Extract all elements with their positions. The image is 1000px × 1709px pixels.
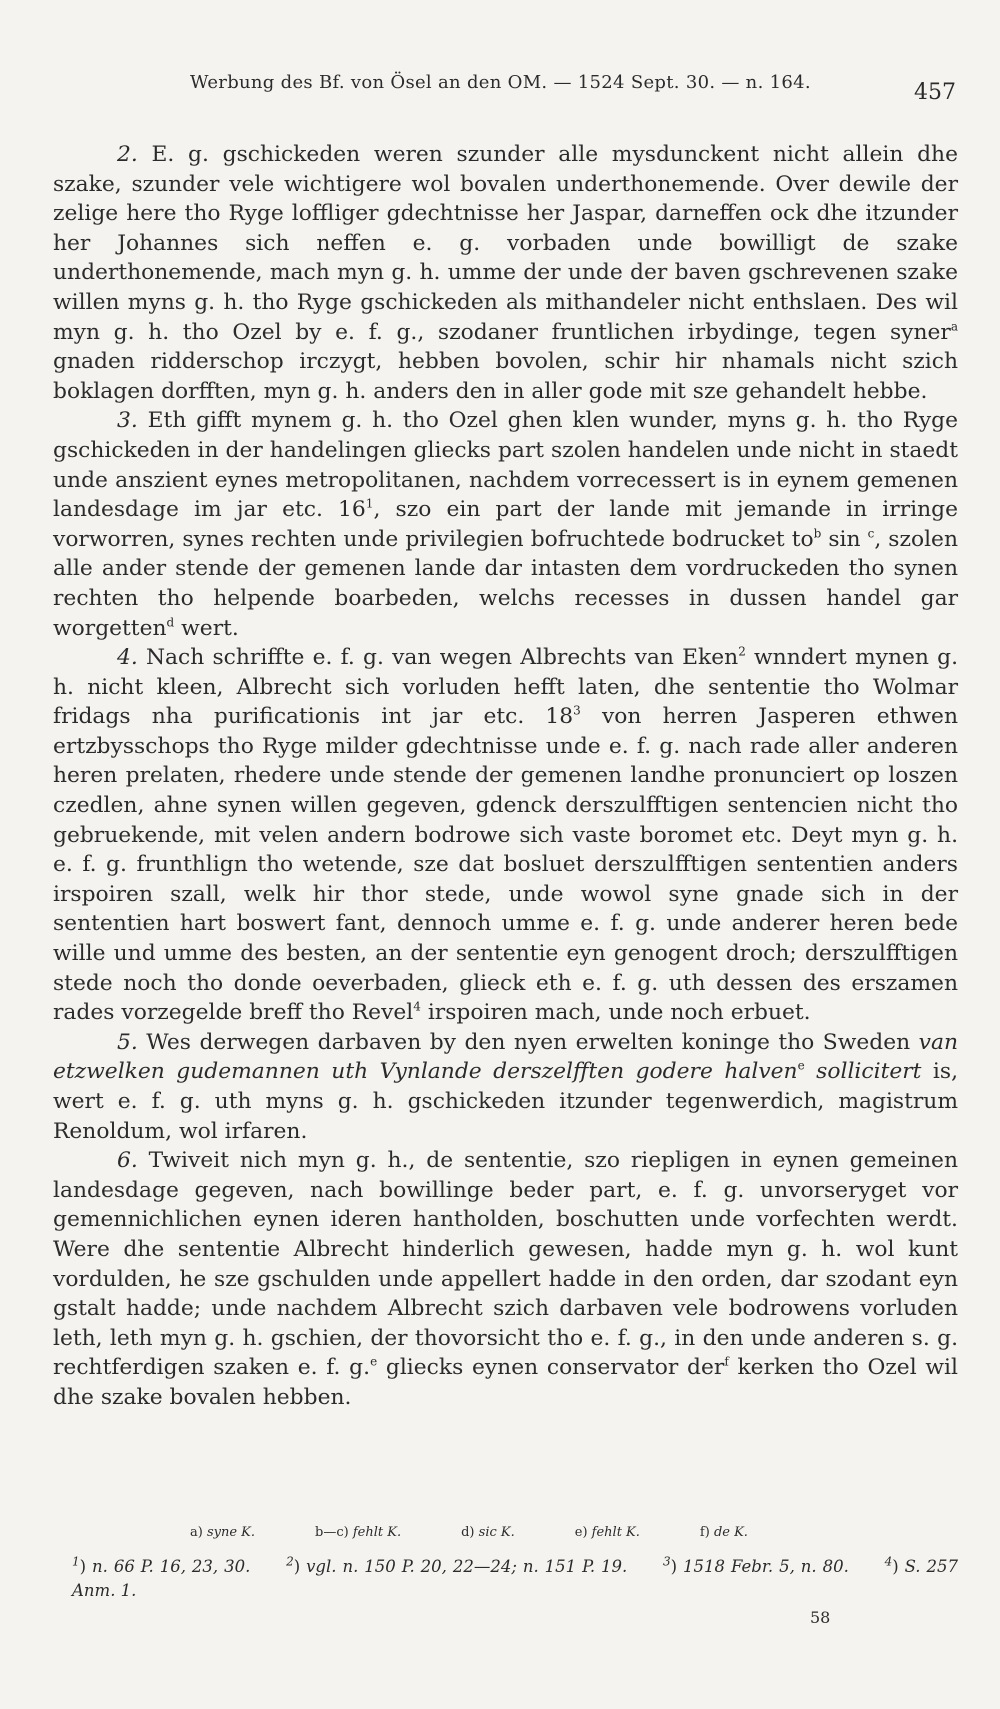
paragraph-text: Eth gifft mynem g. h. tho Ozel ghen klen wunder, myns g. h. tho Ryge gschickeden in der handelingen gliecks part szolen handelen unde nicht in staedt unde anszient eynes metropolitanen, nachdem vorrecessert is in eynem gemenen landesdage im jar etc. 16 [53,408,958,523]
paragraph-italic-text: sollicitert [804,1059,922,1085]
numbered-footnotes: $^1$) n. 66 P. 16, 23, 30. $^2$) vgl. n. 150 P. 20, 22—24; n. 151 P. 19. $^3$) 1518 Febr. 5, n. 80. $^4$) S. 257 Anm. 1. [72,1554,958,1600]
variant-note: b—c) fehlt K. [315,1525,402,1540]
footnote-label: 4 [884,1554,893,1569]
paragraph-text: sin [821,526,868,552]
paragraph-text: Twiveit nich myn g. h., de sententie, szo riepligen in eynen gemeinen landesdage gegeven, nach bowillinge beder part, e. f. g. unvorseryget vor gemennichlichen eynen ideren hantholden, boschutten unde vorfechten werdt. Were dhe sententie Albrecht hinderlich gewesen, hadde myn g. h. wol kunt vordulden, he sze gschulden unde appellert hadde in den orden, dar szodant eyn gstalt hadde; unde nachdem Albrecht szich darbaven vele bodrowens vorluden leth, leth myn g. h. gschien, der thovorsicht tho e. f. g., in den unde anderen s. g. rechtferdigen szaken e. f. g. [53,1148,958,1381]
paragraph-text: gnaden ridderschop irczygt, hebben bovolen, schir hir nhamals nicht szich boklagen dorfften, myn g. h. anders den in aller gode mit sze gehandelt hebbe. [53,349,958,404]
paragraph-text: is, wert e. f. g. uth myns g. h. gschickeden itzunder tegenwerdich, magistrum Renoldum, wol irfaren. [53,1059,959,1144]
variant-mark: c [867,526,875,541]
paragraph-number: 6. [117,1148,138,1174]
paragraph-number: 4. [117,645,138,671]
paragraph-4 [53,643,958,1028]
paragraph-3 [53,406,958,643]
paragraph-text: irspoiren mach, unde noch erbuet. [420,1000,811,1026]
page-number: 457 [914,80,956,105]
paragraph-text: , szolen alle ander stende der gemenen lande dar intasten dem vordruckeden tho synen rechten tho helpende boarbeden, welchs recesses in dussen handel gar worgetten [53,526,958,641]
paragraph-text: kerken tho Ozel wil dhe szake bovalen hebben. [53,1355,958,1410]
variant-note: f) de K. [699,1525,748,1540]
footnote-text: 1518 Febr. 5, n. 80. [677,1557,849,1576]
footnote-label: 3 [663,1554,671,1569]
footnote-label: 1 [72,1554,80,1569]
footnote-label: 2 [286,1554,294,1569]
variant-notes [190,1525,860,1540]
footnote-text: n. 66 P. 16, 23, 30. [86,1557,251,1576]
variant-note: a) syne K. [190,1525,256,1540]
paragraph-2 [53,140,958,406]
paragraph-6 [53,1146,958,1412]
paragraph-text: , szo ein part der lande mit jemande in irringe vorworren, synes rechten unde privilegien bofruchtede bodrucket to [53,497,958,552]
paragraph-text: wnndert mynen g. h. nicht kleen, Albrecht sich vorluden hefft laten, dhe sententie tho Wolmar fridags nha purificationis int jar etc. 18 [53,645,958,730]
variant-note: d) sic K. [461,1525,515,1540]
body-text [53,140,958,1413]
footnote-mark: 2 [738,644,746,659]
footnote-text: S. 257 Anm. 1. [72,1557,958,1600]
variant-note: e) fehlt K. [574,1525,640,1540]
variant-mark: f [724,1355,729,1370]
paragraph-text: wert. [174,615,239,641]
footnote-mark: 4 [413,999,421,1014]
paragraph-number: 2. [117,142,138,167]
footnote-mark: 1 [365,496,374,511]
variant-mark: d [166,615,175,630]
footnote-text: vgl. n. 150 P. 20, 22—24; n. 151 P. 19. [300,1557,628,1576]
paragraph-text: Wes derwegen darbaven by den nyen erwelten koninge tho Sweden [137,1029,919,1055]
signature-mark: 58 [810,1608,831,1627]
paragraph-number: 5. [117,1029,138,1055]
paragraph-text: E. g. gschickeden weren szunder alle mysdunckent nicht allein dhe szake, szunder vele wichtigere wol bovalen underthonemende. Over dewile der zelige here tho Ryge loffliger gdechtnisse her Jaspar, darneffen ock dhe itzunder her Johannes sich neffen e. g. vorbaden unde bowilligt de szake underthonemende, mach myn g. h. umme der unde der baven gschrevenen szake willen myns g. h. tho Ryge gschickeden als mithandeler nicht enthslaen. Des wil myn g. h. tho Ozel by e. f. g., szodaner fruntlichen irbydinge, tegen syner [53,142,958,345]
paragraph-5 [53,1028,958,1146]
variant-mark: e [797,1059,805,1074]
variant-mark: e [370,1355,378,1370]
variant-mark: b [813,526,822,541]
running-head: Werbung des Bf. von Ösel an den OM. — 1524 Sept. 30. — n. 164. [190,72,811,93]
footnote-mark: 3 [573,704,581,719]
paragraph-text: Nach schriffte e. f. g. van wegen Albrechts van Eken [137,645,739,671]
paragraph-number: 3. [117,408,138,434]
paragraph-text: gliecks eynen conservator der [377,1355,725,1381]
variant-mark: a [950,319,958,334]
paragraph-text: von herren Jasperen ethwen ertzbysschops tho Ryge milder gdechtnisse unde e. f. g. nach rade aller anderen heren prelaten, rhedere unde stende der gemenen landhe pronunciert op loszen czedlen, ahne synen willen gegeven, gdenck derszulfftigen sentencien nicht tho gebruekende, mit velen andern bodrowe sich vaste boromet etc. Deyt myn g. h. e. f. g. frunthlign tho wetende, sze dat bosluet derszulfftigen sententien anders irspoiren szall, welk hir thor stede, unde wowol syne gnade sich in der sententien hart boswert fant, dennoch umme e. f. g. unde anderer heren bede wille und umme des besten, an der sententie eyn genogent droch; derszulfftigen stede noch tho donde oeverbaden, glieck eth e. f. g. uth dessen des erszamen rades vorzegelde breff tho Revel [53,704,958,1026]
paragraph-italic-text: van etzwelken gudemannen uth Vynlande derszelfften godere halven [53,1029,958,1085]
